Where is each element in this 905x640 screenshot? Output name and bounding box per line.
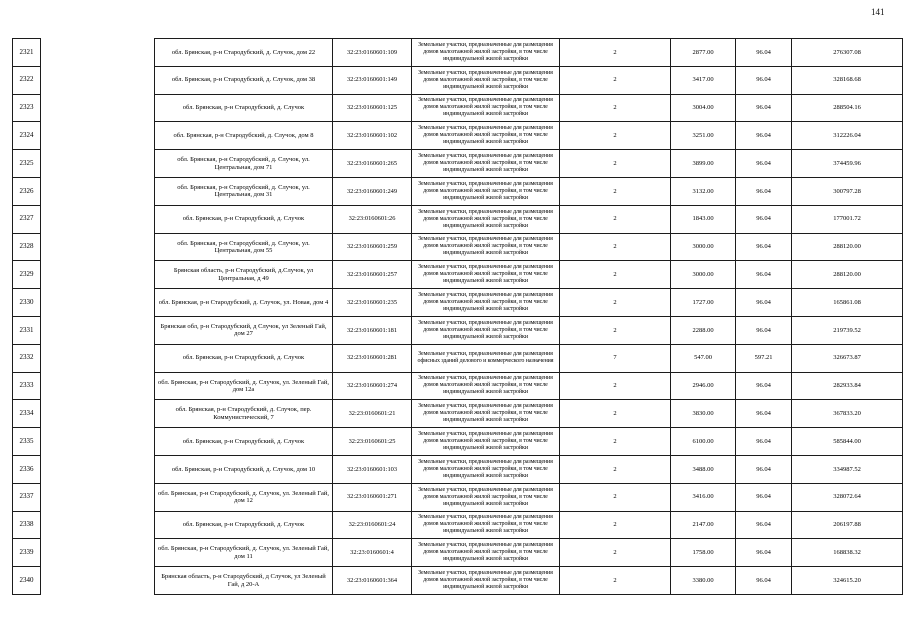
value-cell: 276307.08 (792, 39, 903, 67)
table-row (155, 567, 903, 595)
row-number-cell: 2333 (13, 372, 41, 400)
cadastral-number-cell: 32:23:0160601:103 (333, 455, 412, 483)
address-cell: обл. Брянская, р-н Стародубский, д. Случок, дом 10 (155, 455, 333, 483)
address-cell: обл. Брянская, р-н Стародубский, д. Случок, ул. Новая, дом 4 (155, 289, 333, 317)
table-row (13, 66, 41, 94)
row-number-cell: 2338 (13, 511, 41, 539)
count-cell: 2 (560, 66, 671, 94)
address-cell: обл. Брянская, р-н Стародубский, д. Случок (155, 511, 333, 539)
row-number-cell: 2335 (13, 428, 41, 456)
value-cell: 288120.00 (792, 261, 903, 289)
land-category-cell: Земельные участки, предназначенные для размещения домов малоэтажной жилой застройки, в том числе индивидуальной жилой застройки (412, 177, 560, 205)
address-cell: обл. Брянская, р-н Стародубский, д. Случок, пер. Коммунистический, 7 (155, 400, 333, 428)
table-row (155, 233, 903, 261)
cadastral-number-cell: 32:23:0160601:265 (333, 150, 412, 178)
land-category-cell: Земельные участки, предназначенные для размещения домов малоэтажной жилой застройки, в том числе индивидуальной жилой застройки (412, 261, 560, 289)
value-cell: 288504.16 (792, 94, 903, 122)
table-row (155, 122, 903, 150)
cadastral-number-cell: 32:23:0160601:149 (333, 66, 412, 94)
row-number-cell: 2326 (13, 177, 41, 205)
rate-cell: 96.04 (736, 483, 792, 511)
area-cell: 2946.00 (671, 372, 736, 400)
area-cell: 3416.00 (671, 483, 736, 511)
value-cell: 300797.28 (792, 177, 903, 205)
count-cell: 2 (560, 372, 671, 400)
row-number-cell: 2327 (13, 205, 41, 233)
count-cell: 2 (560, 205, 671, 233)
row-number-cell: 2339 (13, 539, 41, 567)
table-row (155, 400, 903, 428)
address-cell: обл. Брянская, р-н Стародубский, д. Случок, дом 8 (155, 122, 333, 150)
count-cell: 2 (560, 455, 671, 483)
rate-cell: 96.04 (736, 372, 792, 400)
table-row (13, 539, 41, 567)
address-cell: обл. Брянская, р-н Стародубский, д. Случок (155, 428, 333, 456)
count-cell: 2 (560, 539, 671, 567)
value-cell: 328168.68 (792, 66, 903, 94)
count-cell: 2 (560, 233, 671, 261)
land-category-cell: Земельные участки, предназначенные для размещения домов малоэтажной жилой застройки, в том числе индивидуальной жилой застройки (412, 483, 560, 511)
land-category-cell: Земельные участки, предназначенные для размещения домов малоэтажной жилой застройки, в том числе индивидуальной жилой застройки (412, 511, 560, 539)
cadastral-number-cell: 32:23:0160601:274 (333, 372, 412, 400)
table-row (13, 39, 41, 67)
table-row (13, 344, 41, 372)
value-cell: 177001.72 (792, 205, 903, 233)
row-number-cell: 2336 (13, 455, 41, 483)
value-cell: 374459.96 (792, 150, 903, 178)
table-row (13, 511, 41, 539)
cadastral-number-cell: 32:23:0160601:26 (333, 205, 412, 233)
rate-cell: 96.04 (736, 39, 792, 67)
row-number-body (13, 39, 41, 595)
cadastral-number-cell: 32:23:0160601:4 (333, 539, 412, 567)
row-number-cell: 2340 (13, 567, 41, 595)
land-category-cell: Земельные участки, предназначенные для размещения домов малоэтажной жилой застройки, в том числе индивидуальной жилой застройки (412, 372, 560, 400)
value-cell: 367833.20 (792, 400, 903, 428)
address-cell: обл. Брянская, р-н Стародубский, д. Случок, ул. Центральная, дом 71 (155, 150, 333, 178)
area-cell: 2288.00 (671, 316, 736, 344)
row-number-cell: 2332 (13, 344, 41, 372)
count-cell: 7 (560, 344, 671, 372)
cadastral-number-cell: 32:23:0160601:364 (333, 567, 412, 595)
table-row (13, 372, 41, 400)
cadastral-number-cell: 32:23:0160601:271 (333, 483, 412, 511)
area-cell: 3000.00 (671, 261, 736, 289)
count-cell: 2 (560, 261, 671, 289)
table-row (155, 66, 903, 94)
land-category-cell: Земельные участки, предназначенные для размещения домов малоэтажной жилой застройки, в том числе индивидуальной жилой застройки (412, 66, 560, 94)
table-row (13, 428, 41, 456)
table-row (155, 483, 903, 511)
address-cell: обл. Брянская, р-н Стародубский, д. Случок, ул. Зеленый Гай, дом 12 (155, 483, 333, 511)
land-category-cell: Земельные участки, предназначенные для размещения домов малоэтажной жилой застройки, в том числе индивидуальной жилой застройки (412, 539, 560, 567)
area-cell: 2877.00 (671, 39, 736, 67)
count-cell: 2 (560, 511, 671, 539)
area-cell: 547.00 (671, 344, 736, 372)
value-cell: 324615.20 (792, 567, 903, 595)
rate-cell: 96.04 (736, 511, 792, 539)
rate-cell: 96.04 (736, 205, 792, 233)
address-cell: Брянская обл, р-н Стародубский, д Случок, ул Зеленый Гай, дом 27 (155, 316, 333, 344)
table-row (155, 39, 903, 67)
count-cell: 2 (560, 316, 671, 344)
count-cell: 2 (560, 177, 671, 205)
page-number: 141 (871, 7, 885, 17)
cadastral-number-cell: 32:23:0160601:249 (333, 177, 412, 205)
address-cell: обл. Брянская, р-н Стародубский, д. Случок (155, 94, 333, 122)
value-cell: 328072.64 (792, 483, 903, 511)
value-cell: 219739.52 (792, 316, 903, 344)
count-cell: 2 (560, 150, 671, 178)
land-category-cell: Земельные участки, предназначенные для размещения домов малоэтажной жилой застройки, в том числе индивидуальной жилой застройки (412, 400, 560, 428)
table-row (13, 316, 41, 344)
table-row (13, 122, 41, 150)
row-number-cell: 2323 (13, 94, 41, 122)
area-cell: 1758.00 (671, 539, 736, 567)
table-row (13, 205, 41, 233)
table-row (155, 344, 903, 372)
main-body (155, 39, 903, 595)
land-category-cell: Земельные участки, предназначенные для размещения домов малоэтажной жилой застройки, в том числе индивидуальной жилой застройки (412, 94, 560, 122)
address-cell: обл. Брянская, р-н Стародубский, д. Случок (155, 205, 333, 233)
rate-cell: 96.04 (736, 150, 792, 178)
table-row (13, 289, 41, 317)
area-cell: 3004.00 (671, 94, 736, 122)
address-cell: обл. Брянская, р-н Стародубский, д. Случок, ул. Центральная, дом 55 (155, 233, 333, 261)
cadastral-number-cell: 32:23:0160601:102 (333, 122, 412, 150)
table-row (155, 94, 903, 122)
rate-cell: 96.04 (736, 261, 792, 289)
table-row (13, 400, 41, 428)
cadastral-number-cell: 32:23:0160601:281 (333, 344, 412, 372)
cadastral-number-cell: 32:23:0160601:257 (333, 261, 412, 289)
area-cell: 3830.00 (671, 400, 736, 428)
address-cell: обл. Брянская, р-н Стародубский, д. Случок, ул. Центральная, дом 31 (155, 177, 333, 205)
address-cell: обл. Брянская, р-н Стародубский, д. Случок, ул. Зеленый Гай, дом 12а (155, 372, 333, 400)
area-cell: 1843.00 (671, 205, 736, 233)
land-category-cell: Земельные участки, предназначенные для размещения домов малоэтажной жилой застройки, в том числе индивидуальной жилой застройки (412, 122, 560, 150)
count-cell: 2 (560, 39, 671, 67)
cadastral-number-cell: 32:23:0160601:181 (333, 316, 412, 344)
value-cell: 206197.88 (792, 511, 903, 539)
row-number-cell: 2334 (13, 400, 41, 428)
address-cell: обл. Брянская, р-н Стародубский, д. Случок, дом 38 (155, 66, 333, 94)
rate-cell: 96.04 (736, 66, 792, 94)
table-row (155, 428, 903, 456)
land-category-cell: Земельные участки, предназначенные для размещения домов малоэтажной жилой застройки, в том числе индивидуальной жилой застройки (412, 205, 560, 233)
area-cell: 3251.00 (671, 122, 736, 150)
registry-table (154, 38, 903, 595)
table-row (13, 233, 41, 261)
area-cell: 6100.00 (671, 428, 736, 456)
cadastral-number-cell: 32:23:0160601:21 (333, 400, 412, 428)
land-category-cell: Земельные участки, предназначенные для размещения домов малоэтажной жилой застройки, в том числе индивидуальной жилой застройки (412, 428, 560, 456)
address-cell: Брянская область, р-н Стародубский, д.Случок, ул Центральная, д 49 (155, 261, 333, 289)
rate-cell: 597.21 (736, 344, 792, 372)
value-cell: 326673.87 (792, 344, 903, 372)
land-category-cell: Земельные участки, предназначенные для размещения домов малоэтажной жилой застройки, в том числе индивидуальной жилой застройки (412, 567, 560, 595)
count-cell: 2 (560, 567, 671, 595)
value-cell: 312226.04 (792, 122, 903, 150)
address-cell: обл. Брянская, р-н Стародубский, д. Случок, дом 22 (155, 39, 333, 67)
rate-cell: 96.04 (736, 94, 792, 122)
rate-cell: 96.04 (736, 289, 792, 317)
address-cell: обл. Брянская, р-н Стародубский, д. Случок (155, 344, 333, 372)
area-cell: 3899.00 (671, 150, 736, 178)
land-category-cell: Земельные участки, предназначенные для размещения домов малоэтажной жилой застройки, в том числе индивидуальной жилой застройки (412, 233, 560, 261)
row-number-cell: 2330 (13, 289, 41, 317)
area-cell: 1727.00 (671, 289, 736, 317)
value-cell: 165861.08 (792, 289, 903, 317)
rate-cell: 96.04 (736, 316, 792, 344)
value-cell: 282933.84 (792, 372, 903, 400)
table-row (13, 177, 41, 205)
land-category-cell: Земельные участки, предназначенные для размещения домов малоэтажной жилой застройки, в том числе индивидуальной жилой застройки (412, 455, 560, 483)
table-row (13, 483, 41, 511)
value-cell: 288120.00 (792, 233, 903, 261)
row-number-cell: 2325 (13, 150, 41, 178)
land-category-cell: Земельные участки, предназначенные для размещения домов малоэтажной жилой застройки, в том числе индивидуальной жилой застройки (412, 150, 560, 178)
cadastral-number-cell: 32:23:0160601:125 (333, 94, 412, 122)
table-row (13, 455, 41, 483)
table-row (155, 289, 903, 317)
table-row (155, 511, 903, 539)
address-cell: Брянская область, р-н Стародубский, д Случок, ул Зеленый Гай, д 20-А (155, 567, 333, 595)
cadastral-number-cell: 32:23:0160601:109 (333, 39, 412, 67)
land-category-cell: Земельные участки, предназначенные для размещения офисных зданий делового и коммерческого назначения (412, 344, 560, 372)
count-cell: 2 (560, 122, 671, 150)
land-category-cell: Земельные участки, предназначенные для размещения домов малоэтажной жилой застройки, в том числе индивидуальной жилой застройки (412, 39, 560, 67)
rate-cell: 96.04 (736, 539, 792, 567)
rate-cell: 96.04 (736, 122, 792, 150)
cadastral-number-cell: 32:23:0160601:24 (333, 511, 412, 539)
table-row (155, 539, 903, 567)
table-row (155, 316, 903, 344)
row-number-column (12, 38, 41, 595)
count-cell: 2 (560, 289, 671, 317)
rate-cell: 96.04 (736, 400, 792, 428)
count-cell: 2 (560, 483, 671, 511)
area-cell: 3000.00 (671, 233, 736, 261)
row-number-cell: 2322 (13, 66, 41, 94)
rate-cell: 96.04 (736, 177, 792, 205)
table-row (155, 177, 903, 205)
cadastral-number-cell: 32:23:0160601:235 (333, 289, 412, 317)
row-number-cell: 2321 (13, 39, 41, 67)
table-row (13, 567, 41, 595)
rate-cell: 96.04 (736, 233, 792, 261)
rate-cell: 96.04 (736, 455, 792, 483)
table-row (155, 372, 903, 400)
table-row (155, 455, 903, 483)
cadastral-number-cell: 32:23:0160601:259 (333, 233, 412, 261)
value-cell: 585844.00 (792, 428, 903, 456)
count-cell: 2 (560, 94, 671, 122)
cadastral-number-cell: 32:23:0160601:25 (333, 428, 412, 456)
land-category-cell: Земельные участки, предназначенные для размещения домов малоэтажной жилой застройки, в том числе индивидуальной жилой застройки (412, 289, 560, 317)
area-cell: 3417.00 (671, 66, 736, 94)
table-row (13, 94, 41, 122)
row-number-cell: 2331 (13, 316, 41, 344)
area-cell: 3132.00 (671, 177, 736, 205)
row-number-cell: 2324 (13, 122, 41, 150)
count-cell: 2 (560, 400, 671, 428)
address-cell: обл. Брянская, р-н Стародубский, д. Случок, ул. Зеленый Гай, дом 11 (155, 539, 333, 567)
area-cell: 3380.00 (671, 567, 736, 595)
rate-cell: 96.04 (736, 428, 792, 456)
table-row (155, 205, 903, 233)
table-row (13, 261, 41, 289)
table-row (155, 150, 903, 178)
count-cell: 2 (560, 428, 671, 456)
land-category-cell: Земельные участки, предназначенные для размещения домов малоэтажной жилой застройки, в том числе индивидуальной жилой застройки (412, 316, 560, 344)
row-number-cell: 2329 (13, 261, 41, 289)
table-row (13, 150, 41, 178)
table-row (155, 261, 903, 289)
row-number-cell: 2337 (13, 483, 41, 511)
value-cell: 334987.52 (792, 455, 903, 483)
area-cell: 2147.00 (671, 511, 736, 539)
rate-cell: 96.04 (736, 567, 792, 595)
row-number-cell: 2328 (13, 233, 41, 261)
area-cell: 3488.00 (671, 455, 736, 483)
value-cell: 168838.32 (792, 539, 903, 567)
